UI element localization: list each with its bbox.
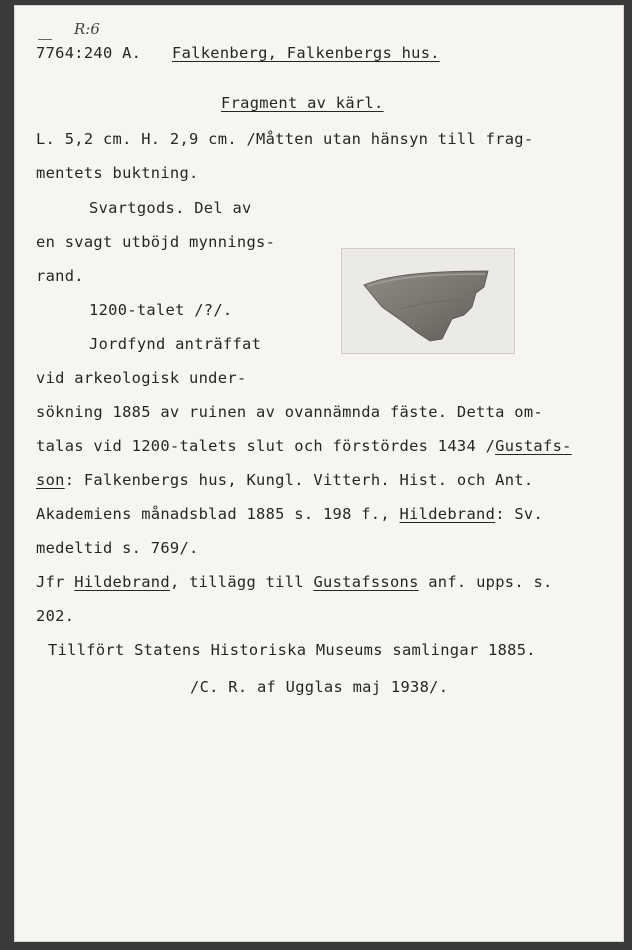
text-line-2: mentets buktning. xyxy=(36,164,199,182)
author-reference-gustafsson-cont: son xyxy=(36,471,65,489)
object-title: Fragment av kärl. xyxy=(221,94,384,112)
handwritten-dash xyxy=(38,39,52,40)
sherd-photograph xyxy=(341,248,515,354)
text-line-4: en svagt utböjd mynnings- xyxy=(36,233,276,251)
text-line-15: 202. xyxy=(36,607,75,625)
author-reference-gustafssons: Gustafssons xyxy=(313,573,419,591)
text-line-10-a: talas vid 1200-talets slut och förstördes 1434 / xyxy=(36,437,496,455)
author-reference-hildebrand: Hildebrand xyxy=(399,505,496,523)
text-line-14-e: anf. upps. s. xyxy=(418,573,553,591)
text-line-8: vid arkeologisk under- xyxy=(36,369,247,387)
text-line-3: Svartgods. Del av xyxy=(89,199,252,217)
text-line-10 xyxy=(36,437,572,455)
text-line-9: sökning 1885 av ruinen av ovannämnda fäste. Detta om- xyxy=(36,403,543,421)
author-reference-hildebrand-2: Hildebrand xyxy=(74,573,170,591)
text-line-12-c: : Sv. xyxy=(495,505,544,523)
text-line-14-a: Jfr xyxy=(36,573,75,591)
text-line-1: L. 5,2 cm. H. 2,9 cm. /Måtten utan hänsyn till frag- xyxy=(36,130,534,148)
text-line-12 xyxy=(36,505,543,523)
text-line-14-c: , tillägg till xyxy=(169,573,314,591)
signature-line: /C. R. af Ugglas maj 1938/. xyxy=(190,678,449,696)
acquisition-note: Tillfört Statens Historiska Museums samlingar 1885. xyxy=(48,641,536,659)
handwritten-catalog-mark: R:6 xyxy=(74,20,100,38)
text-line-5: rand. xyxy=(36,267,84,285)
text-line-7: Jordfynd anträffat xyxy=(89,335,262,353)
text-line-11 xyxy=(36,471,533,489)
text-line-11-b: : Falkenbergs hus, Kungl. Vitterh. Hist. och Ant. xyxy=(64,471,534,489)
text-line-14 xyxy=(36,573,553,591)
site-name: Falkenberg, Falkenbergs hus. xyxy=(172,44,440,62)
text-line-13: medeltid s. 769/. xyxy=(36,539,199,557)
author-reference-gustafsson: Gustafs- xyxy=(495,437,572,455)
text-line-6: 1200-talet /?/. xyxy=(89,301,233,319)
catalog-number: 7764:240 A. xyxy=(36,44,142,62)
text-line-12-a: Akademiens månadsblad 1885 s. 198 f., xyxy=(36,505,400,523)
pottery-fragment-image xyxy=(342,249,514,353)
